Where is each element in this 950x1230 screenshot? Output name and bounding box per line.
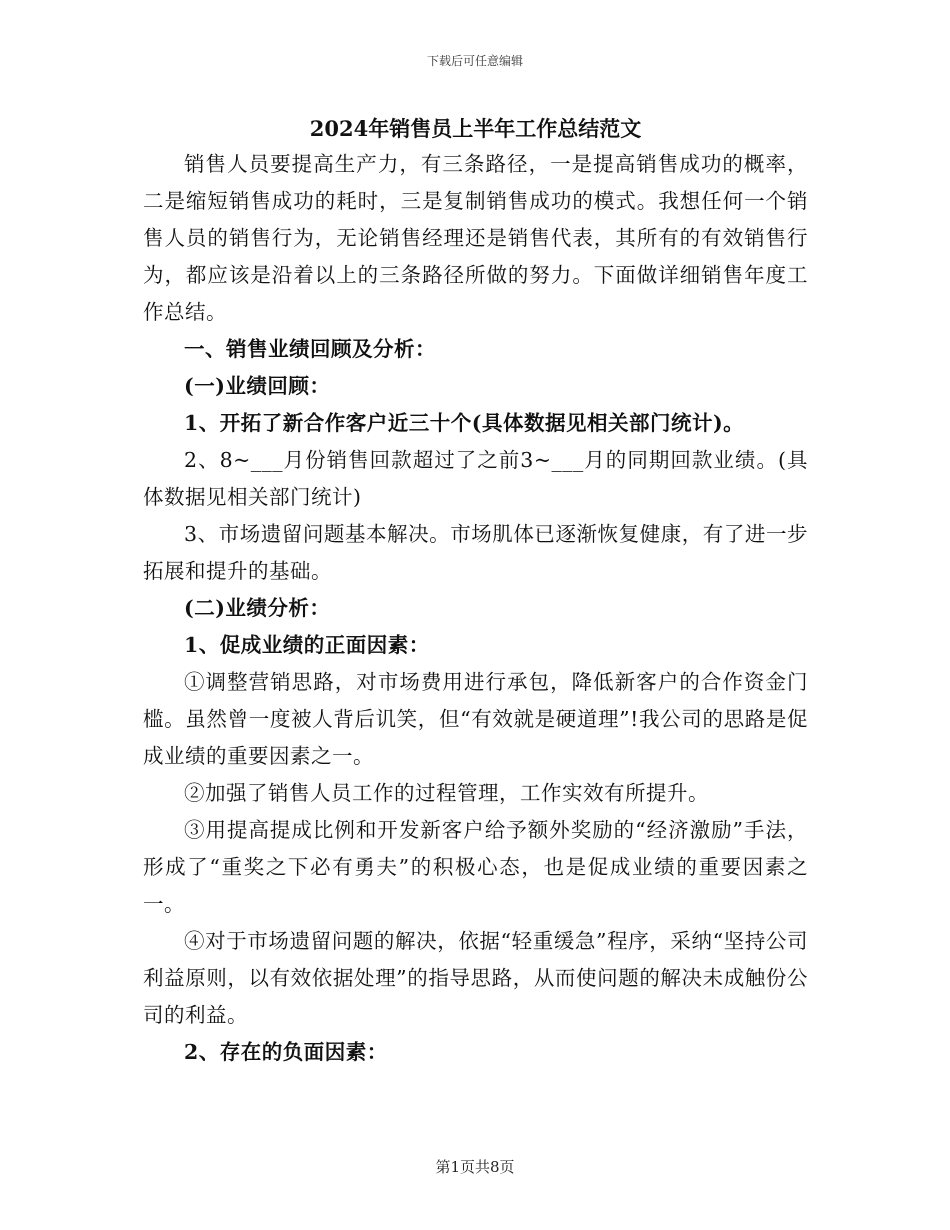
section-heading: 1、开拓了新合作客户近三十个(具体数据见相关部门统计)。 [184, 411, 745, 435]
document-body [143, 112, 808, 1071]
body-paragraph: 销售人员要提高生产力，有三条路径，一是提高销售成功的概率，二是缩短销售成功的耗时，三是复制销售成功的模式。我想任何一个销售人员的销售行为，无论销售经理还是销售代表，其所有的有效销售行为，都应该是沿着以上的三条路径所做的努力。下面做详细销售年度工作总结。 [143, 152, 808, 324]
section-heading: 2、存在的负面因素： [184, 1040, 388, 1064]
body-paragraph: ④对于市场遗留问题的解决，依据“轻重缓急”程序，采纳“坚持公司利益原则，以有效依据处理”的指导思路，从而使问题的解决未成触份公司的利益。 [143, 929, 808, 1027]
body-paragraph: ③用提高提成比例和开发新客户给予额外奖励的“经济激励”手法，形成了“重奖之下必有勇夫”的积极心态，也是促成业绩的重要因素之一。 [143, 818, 808, 916]
section-heading: (一)业绩回顾： [184, 374, 331, 398]
page-number: 第1页共8页 [435, 1158, 515, 1176]
section-heading: 1、促成业绩的正面因素： [184, 633, 430, 657]
document-title: 2024年销售员上半年工作总结范文 [309, 116, 642, 141]
body-paragraph: ①调整营销思路，对市场费用进行承包，降低新客户的合作资金门槛。虽然曾一度被人背后讥笑，但“有效就是硬道理”!我公司的思路是促成业绩的重要因素之一。 [143, 670, 808, 768]
section-heading: (二)业绩分析： [184, 596, 331, 620]
header-note: 下载后可任意编辑 [426, 54, 523, 68]
body-paragraph: 3、市场遗留问题基本解决。市场肌体已逐渐恢复健康，有了进一步拓展和提升的基础。 [143, 522, 808, 583]
body-paragraph: 2、8~___月份销售回款超过了之前3~___月的同期回款业绩。(具体数据见相关部门统计) [143, 448, 808, 509]
body-paragraph: ②加强了销售人员工作的过程管理，工作实效有所提升。 [184, 781, 709, 805]
paragraph-list [143, 146, 808, 1071]
section-heading: 一、销售业绩回顾及分析： [184, 337, 436, 361]
